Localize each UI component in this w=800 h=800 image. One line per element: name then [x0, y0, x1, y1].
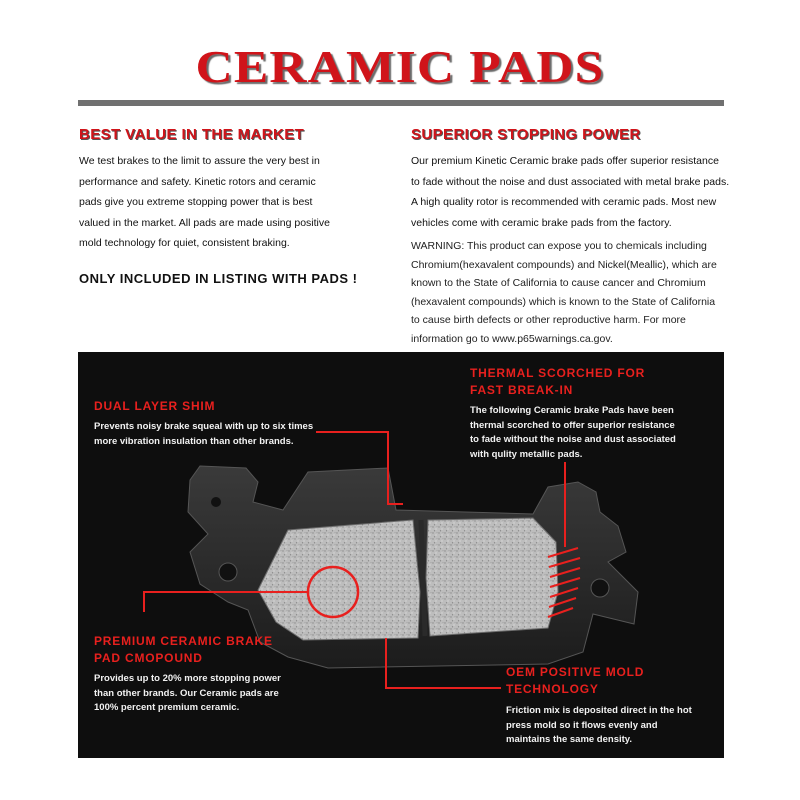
best-value-text [79, 151, 330, 254]
text-line: maintains the same density. [506, 734, 633, 745]
heading-line: THERMAL SCORCHED FOR [470, 366, 646, 380]
warning-line: information go to www.p65warnings.ca.gov. [411, 332, 613, 345]
heading-line: TECHNOLOGY [506, 682, 599, 696]
text-line: mold technology for quiet, consistent braking. [79, 237, 290, 249]
text-line: We test brakes to the limit to assure the very best in [79, 155, 320, 167]
compound-text [94, 672, 281, 716]
text-line: thermal scorched to offer superior resistance [470, 419, 675, 431]
shim-heading: DUAL LAYER SHIM [94, 399, 216, 413]
text-line: A high quality rotor is recommended with ceramic pads. Most new [411, 196, 717, 208]
mount-hole [211, 497, 221, 507]
heading-line: PREMIUM CERAMIC BRAKE [94, 634, 273, 648]
page-title: CERAMIC PADS [195, 41, 605, 92]
warning-line: WARNING: This product can expose you to chemicals including [411, 240, 707, 252]
heading-line: PAD CMOPOUND [94, 651, 203, 665]
thermal-heading [470, 365, 645, 399]
feature-panel [78, 352, 724, 758]
text-line: press mold so it flows evenly and [506, 719, 658, 731]
stopping-power-text [411, 151, 729, 233]
listing-note: ONLY INCLUDED IN LISTING WITH PADS ! [79, 271, 358, 286]
warning-line: (hexavalent compounds) which is known to the State of California [411, 295, 716, 308]
text-line: Friction mix is deposited direct in the hot [506, 705, 692, 716]
text-line: valued in the market. All pads are made using positive [79, 216, 330, 229]
warning-line: to cause birth defects or other reproductive harm. For more [411, 314, 686, 326]
mount-hole [591, 579, 609, 597]
text-line: 100% percent premium ceramic. [94, 702, 240, 713]
text-line: Provides up to 20% more stopping power [94, 673, 281, 684]
text-line: Our premium Kinetic Ceramic brake pads offer superior resistance [411, 155, 719, 167]
heading-line: OEM POSITIVE MOLD [506, 665, 645, 679]
text-line: to fade without the noise and dust associated [470, 434, 676, 445]
shim-text [94, 420, 313, 449]
warning-line: known to the State of California to cause cancer and Chromium [411, 277, 706, 289]
mold-text [506, 704, 692, 748]
text-line: to fade without the noise and dust associated with metal brake pads. [411, 175, 730, 188]
heading-line: FAST BREAK-IN [470, 383, 574, 397]
compound-heading [94, 633, 273, 667]
mold-heading [506, 664, 644, 698]
warning-line: Chromium(hexavalent compounds) and Nickel(Meallic), which are [411, 258, 717, 271]
stopping-power-heading: SUPERIOR STOPPING POWER [411, 126, 641, 143]
title-divider [78, 100, 724, 106]
text-line: pads give you extreme stopping power that is best [79, 196, 313, 208]
friction-pad-right [426, 518, 558, 636]
text-line: performance and safety. Kinetic rotors and ceramic [79, 175, 316, 188]
text-line: than other brands. Our Ceramic pads are [94, 687, 279, 699]
text-line: with qulity metallic pads. [470, 448, 583, 460]
text-line: vehicles come with ceramic brake pads from the factory. [411, 216, 672, 229]
mount-hole [219, 563, 237, 581]
text-line: more vibration insulation than other brands. [94, 435, 294, 447]
thermal-text [470, 404, 676, 462]
prop65-warning [411, 237, 717, 348]
text-line: The following Ceramic brake Pads have been [470, 405, 674, 416]
best-value-heading: BEST VALUE IN THE MARKET [79, 126, 305, 143]
text-line: Prevents noisy brake squeal with up to six times [94, 421, 314, 432]
